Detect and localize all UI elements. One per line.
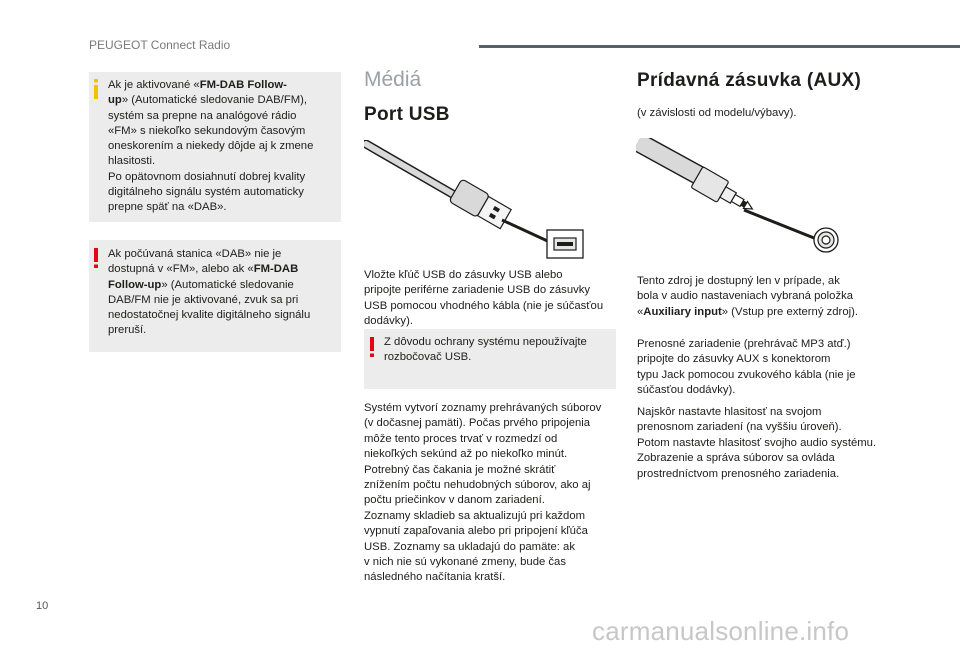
info-text-line: hlasitosti. — [108, 155, 156, 168]
paragraph-line: Najskôr nastavte hlasitosť na svojom — [637, 406, 822, 418]
paragraph-line: znížením počtu nehudobných súborov, ako aj — [364, 479, 591, 492]
info-icon — [92, 79, 100, 99]
paragraph-line: USB. Zoznamy sa ukladajú do pamäte: ak — [364, 540, 575, 553]
info-text-line: oneskorením a niekedy dôjde aj k zmene — [108, 140, 314, 153]
paragraph-line: vypnutí zapaľovania alebo pri pripojení kľúča — [364, 525, 588, 538]
paragraph-line: Tento zdroj je dostupný len v prípade, ak — [637, 275, 840, 287]
aux-jack-illustration — [636, 138, 846, 258]
usb-body-paragraph — [364, 401, 622, 586]
warning-text-line: DAB/FM nie je aktivované, zvuk sa pri — [108, 293, 299, 306]
paragraph-line: pripojte periférne zariadenie USB do zásuvky — [364, 284, 591, 297]
paragraph-line: súčasťou dodávky). — [637, 384, 736, 397]
info-bold-term: up — [108, 94, 122, 107]
aux-paragraph-1 — [637, 274, 901, 320]
info-bold-term: FM-DAB Follow- — [199, 79, 287, 91]
paragraph-line: typu Jack pomocou zvukového kábla (nie je — [637, 368, 856, 381]
warning-text-line: nedostatočnej kvalite digitálneho signálu — [108, 309, 311, 322]
paragraph-line: Potom nastavte hlasitosť svojho audio systému. — [637, 436, 877, 449]
warning-bold-term: FM-DAB — [253, 263, 299, 276]
warning-text-line: Z dôvodu ochrany systému nepoužívajte — [384, 336, 587, 348]
info-text-line: Po opätovnom dosiahnutí dobrej kvality — [108, 170, 306, 183]
warning-text-line: preruší. — [108, 324, 147, 337]
heading-usb-port: Port USB — [364, 104, 450, 125]
paragraph-run: » (Vstup pre externý zdroj). — [721, 305, 859, 318]
paragraph-line: Vložte kľúč USB do zásuvky USB alebo — [364, 269, 563, 281]
warning-bold-term: Follow-up — [108, 278, 162, 291]
paragraph-line: prenosnom zariadení (na vyššiu úroveň). — [637, 421, 842, 434]
warning-text-run: » (Automatické sledovanie — [161, 278, 294, 291]
heading-aux-socket: Prídavná zásuvka (AUX) — [637, 70, 862, 91]
paragraph-line: Prenosné zariadenie (prehrávač MP3 atď.) — [637, 338, 851, 350]
paragraph-line: Zobrazenie a správa súborov sa ovláda — [637, 452, 835, 465]
info-text-run: Ak je aktivované « — [108, 79, 200, 91]
paragraph-line: môže tento proces trvať v rozmedzí od — [364, 432, 558, 445]
warning-text-line: rozbočovač USB. — [384, 351, 472, 364]
aux-subtitle: (v závislosti od modelu/výbavy). — [637, 107, 797, 119]
paragraph-line: Systém vytvorí zoznamy prehrávaných súborov — [364, 402, 602, 414]
paragraph-line: v nich nie sú vykonané zmeny, bude čas — [364, 556, 566, 569]
usb-warning-text — [384, 335, 612, 366]
paragraph-line: počtu priečinkov v danom zariadení. — [364, 494, 545, 507]
usb-connector-illustration — [364, 140, 590, 260]
info-text-line: prepne späť na «DAB». — [108, 201, 227, 214]
paragraph-run: « — [637, 305, 644, 318]
warning-text-run: dostupná v «FM», alebo ak « — [108, 263, 254, 276]
page-number: 10 — [36, 600, 49, 612]
info-text-run: » (Automatické sledovanie DAB/FM), — [121, 94, 308, 107]
warning-text-line: Ak počúvaná stanica «DAB» nie je — [108, 248, 282, 260]
paragraph-line: pripojte do zásuvky AUX s konektorom — [637, 353, 831, 366]
info-text-line: digitálneho signálu systém automaticky — [108, 186, 304, 199]
header-title: PEUGEOT Connect Radio — [89, 38, 231, 52]
watermark-text: carmanualsonline.info — [592, 616, 850, 646]
warning-exclamation-icon — [368, 337, 376, 357]
section-title-media: Médiá — [364, 68, 422, 91]
paragraph-line: dodávky). — [364, 315, 413, 328]
paragraph-line: Zoznamy skladieb sa aktualizujú pri každom — [364, 509, 586, 522]
paragraph-line: USB pomocou vhodného kábla (nie je súčasťou — [364, 299, 604, 312]
paragraph-line: prostredníctvom prenosného zariadenia. — [637, 467, 840, 480]
warning-exclamation-icon — [92, 248, 100, 268]
paragraph-line: následného načítania kratší. — [364, 571, 506, 584]
aux-paragraph-2 — [637, 337, 901, 399]
bold-term: Auxiliary input — [643, 305, 722, 318]
info-note-text — [108, 78, 336, 216]
paragraph-line: Potrebný čas čakania je možné skrátiť — [364, 463, 556, 476]
usb-intro-paragraph — [364, 268, 620, 330]
paragraph-line: niekoľkých sekúnd až po niekoľko minút. — [364, 448, 568, 461]
paragraph-line: (v dočasnej pamäti). Počas prvého pripojenia — [364, 417, 591, 430]
info-text-line: «FM» s niekoľko sekundovým časovým — [108, 124, 306, 137]
warning-note-text — [108, 247, 336, 339]
paragraph-line: bola v audio nastaveniach vybraná položka — [637, 290, 854, 303]
aux-paragraph-3 — [637, 405, 901, 482]
info-text-line: systém sa prepne na analógové rádio — [108, 109, 297, 122]
header-divider — [479, 45, 960, 48]
